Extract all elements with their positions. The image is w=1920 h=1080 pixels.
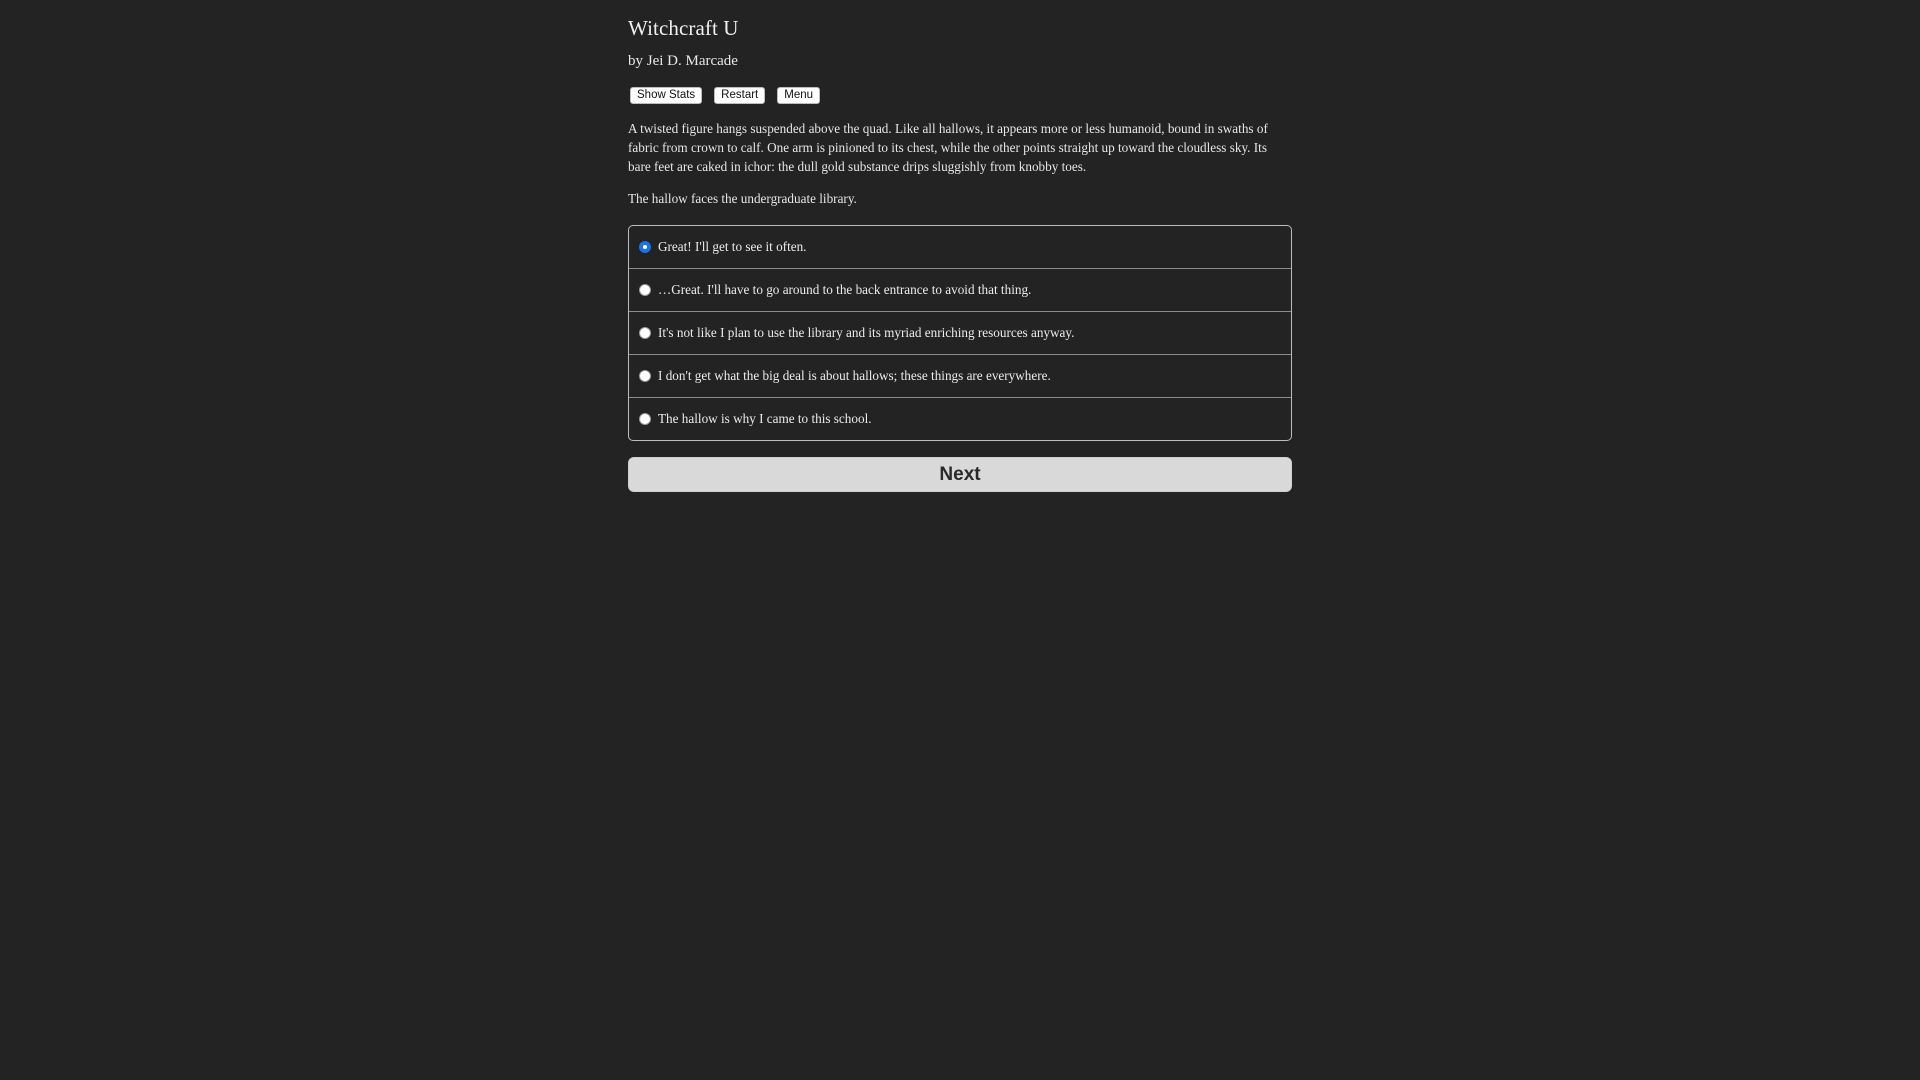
choice-label: …Great. I'll have to go around to the back entrance to avoid that thing. [658,282,1032,297]
radio-button-icon[interactable] [639,327,651,339]
choice-label: I don't get what the big deal is about hallows; these things are everywhere. [658,368,1051,383]
choice-list [628,225,1292,441]
choice-option[interactable] [629,397,1291,440]
story-passage [628,119,1292,221]
choice-option[interactable] [629,268,1291,311]
passage-paragraph: A twisted figure hangs suspended above the quad. Like all hallows, it appears more or less humanoid, bound in swaths of fabric from crown to calf. One arm is pinioned to its chest, while the other points straight up toward the cloudless sky. Its bare feet are caked in ichor: the dull gold substance drips sluggishly from knobby toes. [628,121,1268,174]
radio-button-icon[interactable] [639,241,651,253]
toolbar [630,87,820,104]
passage-paragraph: The hallow faces the undergraduate library. [628,191,857,206]
radio-button-icon[interactable] [639,370,651,382]
radio-button-icon[interactable] [639,284,651,296]
menu-button[interactable]: Menu [777,87,820,104]
game-title: Witchcraft U [628,16,739,40]
radio-button-icon[interactable] [639,413,651,425]
choice-option[interactable] [629,226,1291,268]
choice-label: It's not like I plan to use the library and its myriad enriching resources anyway. [658,325,1075,340]
next-button[interactable]: Next [628,457,1292,492]
show-stats-button[interactable]: Show Stats [630,87,702,104]
choice-option[interactable] [629,311,1291,354]
choice-option[interactable] [629,354,1291,397]
restart-button[interactable]: Restart [714,87,765,104]
choice-label: The hallow is why I came to this school. [658,411,872,426]
game-author: by Jei D. Marcade [628,53,738,69]
choice-label: Great! I'll get to see it often. [658,239,807,254]
